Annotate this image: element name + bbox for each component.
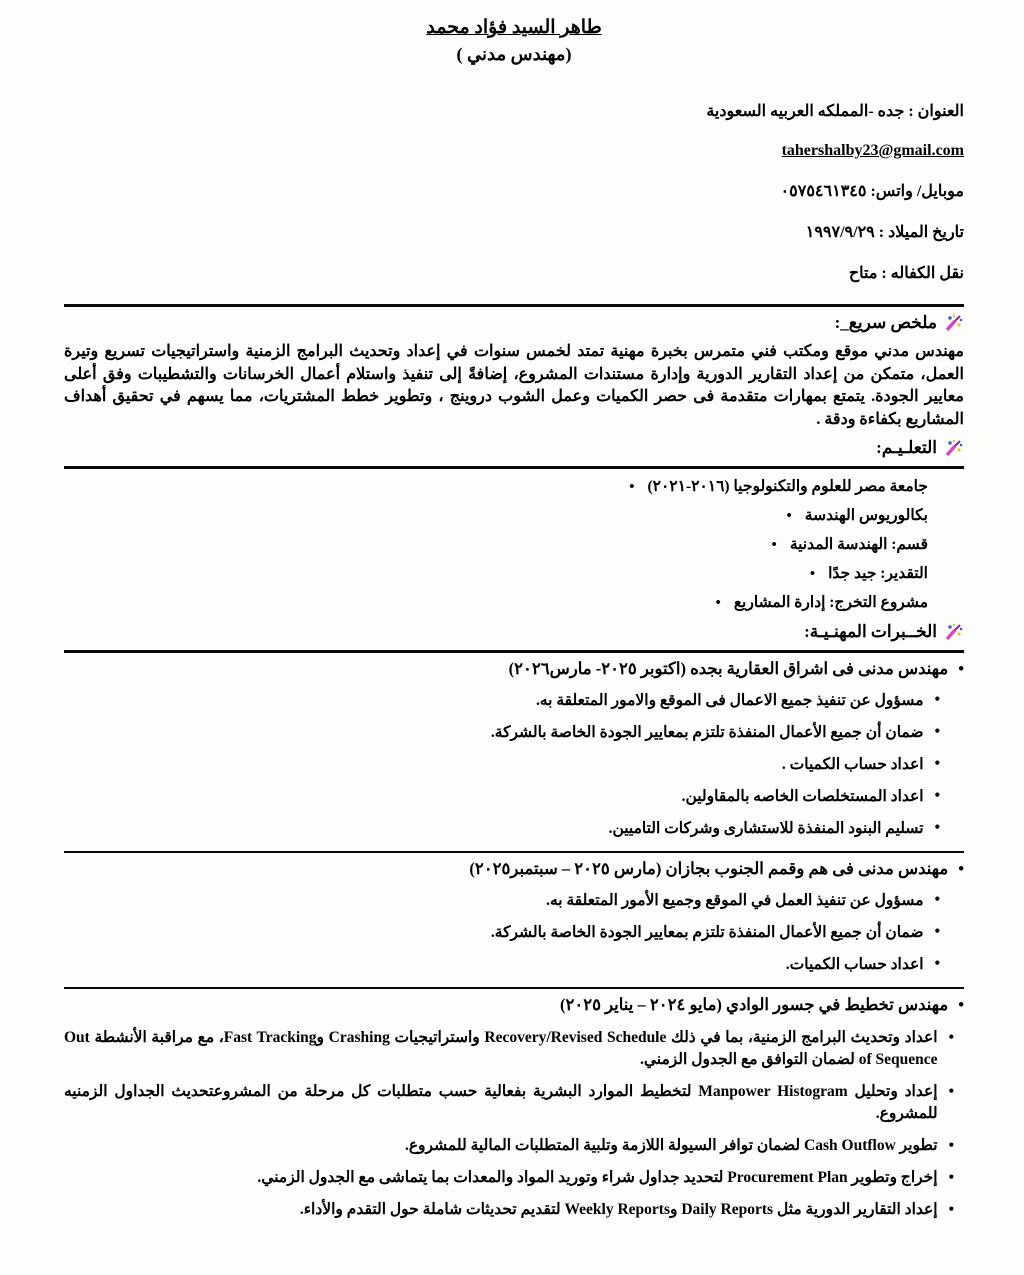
section-divider	[64, 650, 964, 653]
section-header-summary	[64, 313, 964, 333]
contact-email[interactable]: tahershalby23@gmail.com	[781, 142, 964, 159]
education-item: • بكالوريوس الهندسة	[64, 506, 928, 525]
job-heading: • مهندس تخطيط في جسور الوادي (مايو ٢٠٢٤ – يناير ٢٠٢٥)	[64, 995, 964, 1015]
job-duties-list	[64, 891, 964, 974]
sparkle-icon	[944, 313, 964, 333]
job-duty-item: • تسليم البنود المنفذة للاستشارى وشركات التاميين.	[64, 819, 964, 838]
contact-birth-date: تاريخ الميلاد : ١٩٩٧/٩/٢٩	[805, 224, 964, 241]
candidate-name: طاهر السيد فؤاد محمد	[426, 17, 602, 38]
section-divider	[64, 987, 964, 989]
section-title-summary: ملخص سريع_:	[834, 313, 937, 332]
job-duty-item: • ضمان أن جميع الأعمال المنفذة تلتزم بمعايير الجودة الخاصة بالشركة.	[64, 723, 964, 742]
education-item: • جامعة مصر للعلوم والتكنولوجيا (٢٠١٦-٢٠٢١)	[64, 477, 928, 496]
sparkle-icon	[944, 438, 964, 458]
job-duty-item: • ضمان أن جميع الأعمال المنفذة تلتزم بمعايير الجودة الخاصة بالشركة.	[64, 923, 964, 942]
job-duty-item: • مسؤول عن تنفيذ جميع الاعمال فى الموقع والامور المتعلقة به.	[64, 691, 964, 710]
job-duties-list	[64, 691, 964, 838]
section-divider	[64, 851, 964, 853]
section-title-experience: الخــبرات المهنـيـة:	[804, 621, 937, 641]
job-heading: • مهندس مدنى فى هم وقمم الجنوب بجازان (مارس ٢٠٢٥ – سبتمبر٢٠٢٥)	[64, 859, 964, 879]
job-duty-item: • اعداد المستخلصات الخاصه بالمقاولين.	[64, 787, 964, 806]
job-duty-item: • تطوير Cash Outflow لضمان توافر السيولة اللازمة وتلبية المتطلبات المالية للمشروع.	[64, 1135, 964, 1157]
document-header	[64, 16, 964, 65]
contact-address: العنوان : جده -المملكه العربيه السعودية	[706, 103, 964, 120]
section-header-education	[64, 438, 964, 458]
job-duty-item: • إعداد التقارير الدورية مثل Daily Reports وWeekly Reports لتقديم تحديثات شاملة حول التقدم والأداء.	[64, 1199, 964, 1221]
contact-phone: موبايل/ واتس: ٠٥٧٥٤٦١٣٤٥	[780, 183, 964, 200]
education-item: • قسم: الهندسة المدنية	[64, 535, 928, 554]
candidate-job-title: ( مهندس مدني)	[456, 44, 572, 64]
section-header-experience	[64, 622, 964, 642]
job-duty-item: • مسؤول عن تنفيذ العمل في الموقع وجميع الأمور المتعلقة به.	[64, 891, 964, 910]
job-duty-item: • اعداد وتحديث البرامج الزمنية، بما في ذلك Recovery/Revised Schedule واستراتيجيات Crashing وFast Tracking، مع مراقبة الأنشطة Out of Sequence لضمان التوافق مع الجدول الزمني.	[64, 1027, 964, 1071]
section-divider	[64, 466, 964, 469]
education-item: • التقدير: جيد جدًا	[64, 564, 928, 583]
section-divider	[64, 304, 964, 307]
education-list	[64, 477, 928, 612]
job-duty-item: • إخراج وتطوير Procurement Plan لتحديد جداول شراء وتوريد المواد والمعدات بما يتماشى مع الجدول الزمني.	[64, 1167, 964, 1189]
section-title-education: التعلـيـم:	[876, 437, 937, 457]
job-duty-item: • اعداد حساب الكميات.	[64, 955, 964, 974]
education-item: • مشروع التخرج: إدارة المشاريع	[64, 593, 928, 612]
contact-block	[64, 101, 964, 283]
sparkle-icon	[944, 622, 964, 642]
job-duty-item: • اعداد حساب الكميات .	[64, 755, 964, 774]
contact-sponsorship: نقل الكفاله : متاح	[848, 265, 964, 282]
summary-text: مهندس مدني موقع ومكتب فني متمرس بخبرة مهنية تمتد لخمس سنوات في إعداد وتحديث البرامج الزمنية واستراتيجيات تسريع وتيرة العمل، متمكن من إعداد التقارير الدورية وإدارة مستندات المشروع، إضافةً إلى تنفيذ واستلام أعمال الخرسانات والتشطيبات وفق أعلى معايير الجودة. يتمتع بمهارات متقدمة فى حصر الكميات وعمل الشوب دروينج ، وتطوير خطط المشتريات، مما يسهم في تحقيق أهداف المشاريع بكفاءة ودقة .	[64, 343, 964, 429]
job-duties-list	[64, 1027, 964, 1221]
job-duty-item: • إعداد وتحليل Manpower Histogram لتخطيط الموارد البشرية بفعالية حسب متطلبات كل مرحلة من المشروعتحديث الجداول الزمنيه للمشروع.	[64, 1081, 964, 1125]
job-heading: • مهندس مدنى فى اشراق العقارية بجده (اكتوبر ٢٠٢٥- مارس٢٠٢٦)	[64, 659, 964, 679]
